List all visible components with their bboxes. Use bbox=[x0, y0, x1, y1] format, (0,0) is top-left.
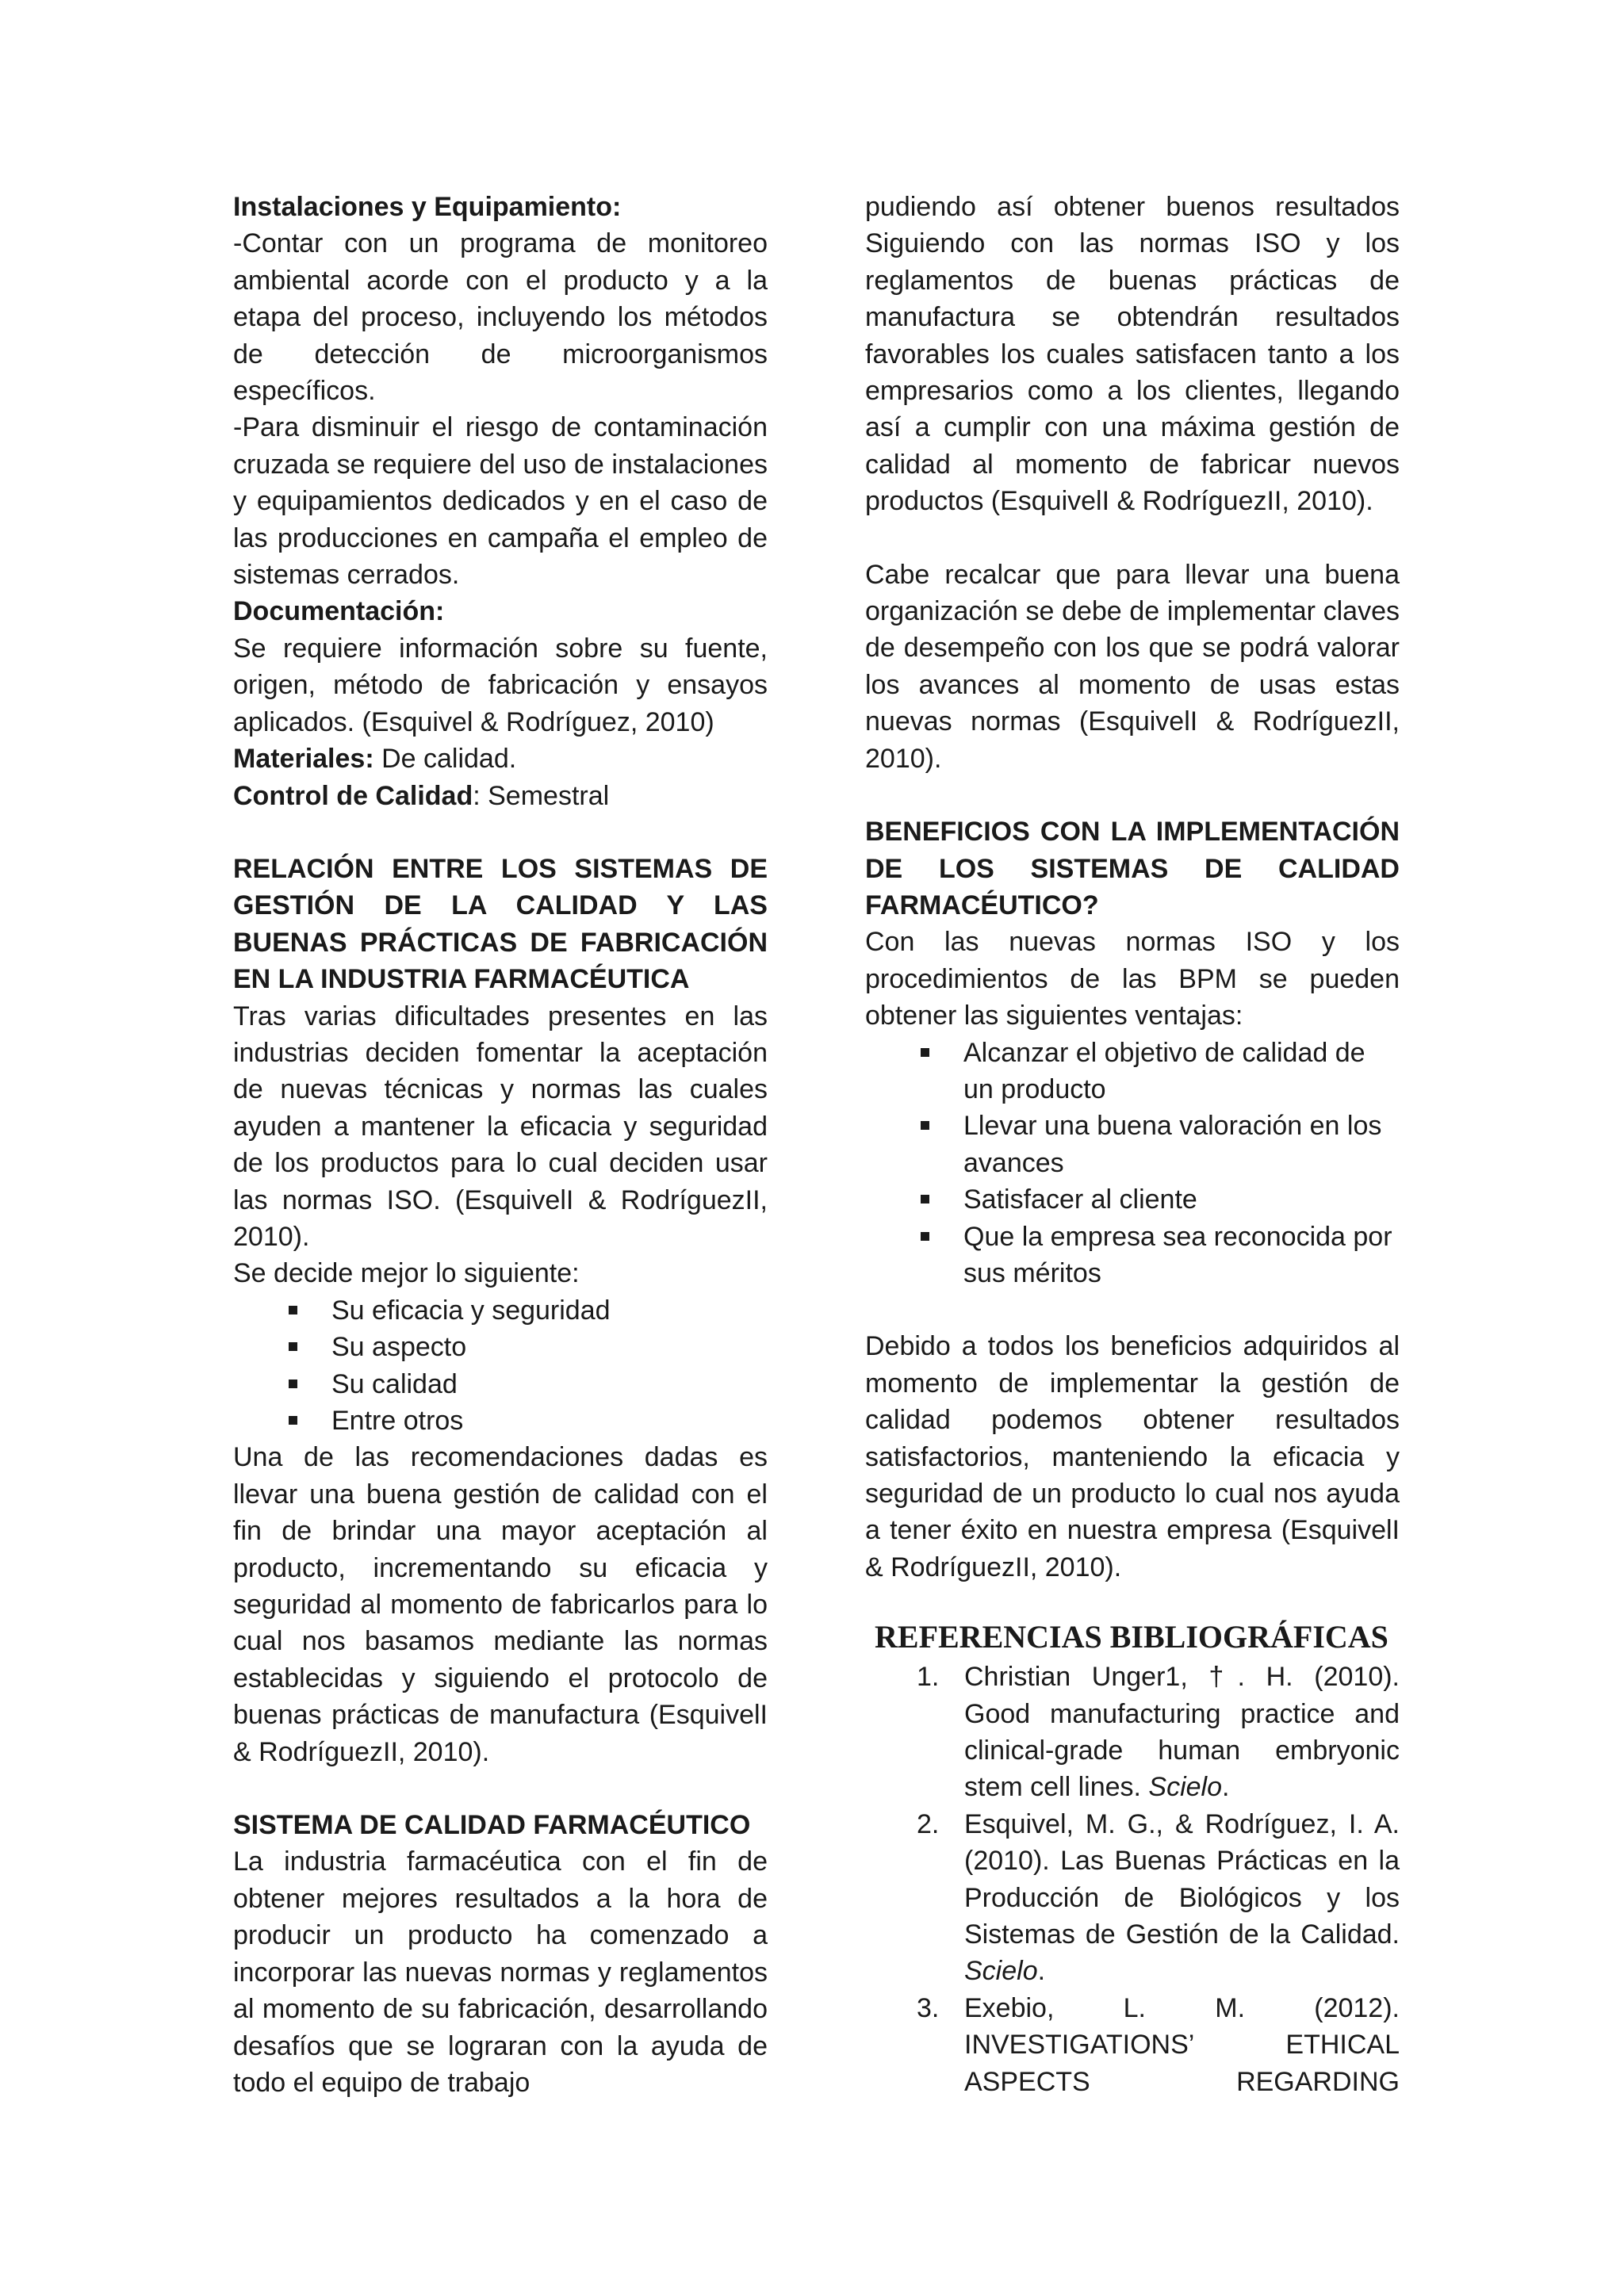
spacer bbox=[865, 777, 1400, 813]
control-line bbox=[233, 778, 768, 814]
left-column bbox=[233, 189, 768, 2101]
reference-journal: Scielo bbox=[1148, 1772, 1223, 1803]
reference-item bbox=[917, 1990, 1400, 2100]
reference-text: Esquivel, M. G., & Rodríguez, I. A. (2010). Las Buenas Prácticas en la Producción de Biológicos y los Sistemas de Gestión de la Calidad. bbox=[964, 1808, 1400, 1950]
spacer bbox=[233, 1770, 768, 1807]
reference-number: 3. bbox=[917, 1992, 940, 2023]
spacer bbox=[865, 1586, 1400, 1601]
list-item: Que la empresa sea reconocida por sus méritos bbox=[921, 1219, 1400, 1292]
list-item: Su eficacia y seguridad bbox=[289, 1292, 768, 1329]
list-item: Su calidad bbox=[289, 1366, 768, 1402]
reference-journal: Scielo bbox=[964, 1956, 1038, 1987]
control-value: : Semestral bbox=[473, 780, 610, 811]
referencias-heading: REFERENCIAS BIBLIOGRÁFICAS bbox=[875, 1619, 1388, 1655]
list-item: Su aspecto bbox=[289, 1329, 768, 1365]
continuation-paragraph-1: pudiendo así obtener buenos resultados Siguiendo con las normas ISO y los reglamentos de buenas prácticas de manufactura se obtendrán resultados favorables los cuales satisfacen tanto a los empresarios como a los clientes, llegando así a cumplir con una máxima gestión de calidad al momento de fabricar nuevos productos (EsquivelI & RodríguezII, 2010). bbox=[865, 192, 1400, 517]
reference-tail: . bbox=[1222, 1772, 1230, 1803]
continuation-paragraph-2: Cabe recalcar que para llevar una buena organización se debe de implementar claves de desempeño con los que se podrá valorar los avances al momento de usas estas nuevas normas (EsquivelI & RodríguezII, 2010). bbox=[865, 559, 1400, 774]
instalaciones-paragraph-2: -Para disminuir el riesgo de contaminación cruzada se requiere del uso de instalaciones y equipamientos dedicados y en el caso de las producciones en campaña el empleo de sistemas cerrados. bbox=[233, 412, 768, 591]
relacion-heading: RELACIÓN ENTRE LOS SISTEMAS DE GESTIÓN DE LA CALIDAD Y LAS BUENAS PRÁCTICAS DE FABRICACIÓN EN LA INDUSTRIA FARMACÉUTICA bbox=[233, 853, 768, 995]
spacer bbox=[865, 1292, 1400, 1328]
reference-number: 1. bbox=[917, 1662, 940, 1693]
sistema-heading: SISTEMA DE CALIDAD FARMACÉUTICO bbox=[233, 1810, 751, 1841]
control-label: Control de Calidad bbox=[233, 780, 473, 811]
instalaciones-heading: Instalaciones y Equipamiento: bbox=[233, 192, 622, 222]
beneficios-paragraph-2: Debido a todos los beneficios adquiridos al momento de implementar la gestión de calidad podemos obtener resultados satisfactorios, manteniendo la eficacia y seguridad de un producto lo cual nos ayuda a tener éxito en nuestra empresa (EsquivelI & RodríguezII, 2010). bbox=[865, 1331, 1400, 1582]
reference-tail: . bbox=[1037, 1956, 1046, 1987]
beneficios-intro: Con las nuevas normas ISO y los procedimientos de las BPM se pueden obtener las siguientes ventajas: bbox=[865, 927, 1400, 1031]
materiales-label: Materiales: bbox=[233, 744, 374, 775]
beneficios-heading: BENEFICIOS CON LA IMPLEMENTACIÓN DE LOS SISTEMAS DE CALIDAD FARMACÉUTICO? bbox=[865, 817, 1400, 920]
instalaciones-paragraph-1: -Contar con un programa de monitoreo ambiental acorde con el producto y a la etapa del proceso, incluyendo los métodos de detección de microorganismos específicos. bbox=[233, 228, 768, 407]
list-item: Satisfacer al cliente bbox=[921, 1181, 1400, 1218]
documentacion-heading: Documentación: bbox=[233, 596, 445, 627]
materiales-line bbox=[233, 740, 768, 777]
reference-number: 2. bbox=[917, 1808, 940, 1839]
relacion-bullet-list bbox=[233, 1292, 768, 1440]
relacion-paragraph-1: Tras varias dificultades presentes en las industrias deciden fomentar la aceptación de nuevas técnicas y normas las cuales ayuden a mantener la eficacia y seguridad de los productos para lo cual deciden usar las normas ISO. (EsquivelI & RodríguezII, 2010). bbox=[233, 1001, 768, 1252]
relacion-paragraph-2: Una de las recomendaciones dadas es llevar una buena gestión de calidad con el fin de brindar una mayor aceptación al producto, incrementando su eficacia y seguridad al momento de fabricarlos para lo cual nos basamos mediante las normas establecidas y siguiendo el protocolo de buenas prácticas de manufactura (EsquivelI & RodríguezII, 2010). bbox=[233, 1442, 768, 1767]
references-list bbox=[865, 1659, 1400, 2100]
spacer bbox=[865, 1601, 1400, 1617]
right-column bbox=[865, 189, 1400, 2100]
relacion-intro: Se decide mejor lo siguiente: bbox=[233, 1258, 580, 1289]
reference-text: Exebio, L. M. (2012). INVESTIGATIONS’ ETHICAL ASPECTS REGARDING bbox=[964, 1992, 1400, 2097]
documentacion-paragraph: Se requiere información sobre su fuente, origen, método de fabricación y ensayos aplicados. (Esquivel & Rodríguez, 2010) bbox=[233, 633, 768, 737]
materiales-value: De calidad. bbox=[373, 744, 517, 775]
list-item: Llevar una buena valoración en los avances bbox=[921, 1108, 1400, 1181]
reference-item bbox=[917, 1806, 1400, 1990]
reference-item bbox=[917, 1659, 1400, 1806]
spacer bbox=[233, 814, 768, 851]
sistema-paragraph: La industria farmacéutica con el fin de obtener mejores resultados a la hora de producir un producto ha comenzado a incorporar las nuevas normas y reglamentos al momento de su fabricación, desarrollando desafíos que se lograran con la ayuda de todo el equipo de trabajo bbox=[233, 1846, 768, 2098]
beneficios-bullet-list bbox=[865, 1035, 1400, 1292]
reference-text: Christian Unger1, †. H. (2010). Good manufacturing practice and clinical-grade human embryonic stem cell lines. bbox=[964, 1662, 1400, 1803]
list-item: Entre otros bbox=[289, 1402, 768, 1439]
list-item: Alcanzar el objetivo de calidad de un producto bbox=[921, 1035, 1400, 1108]
spacer bbox=[865, 520, 1400, 557]
